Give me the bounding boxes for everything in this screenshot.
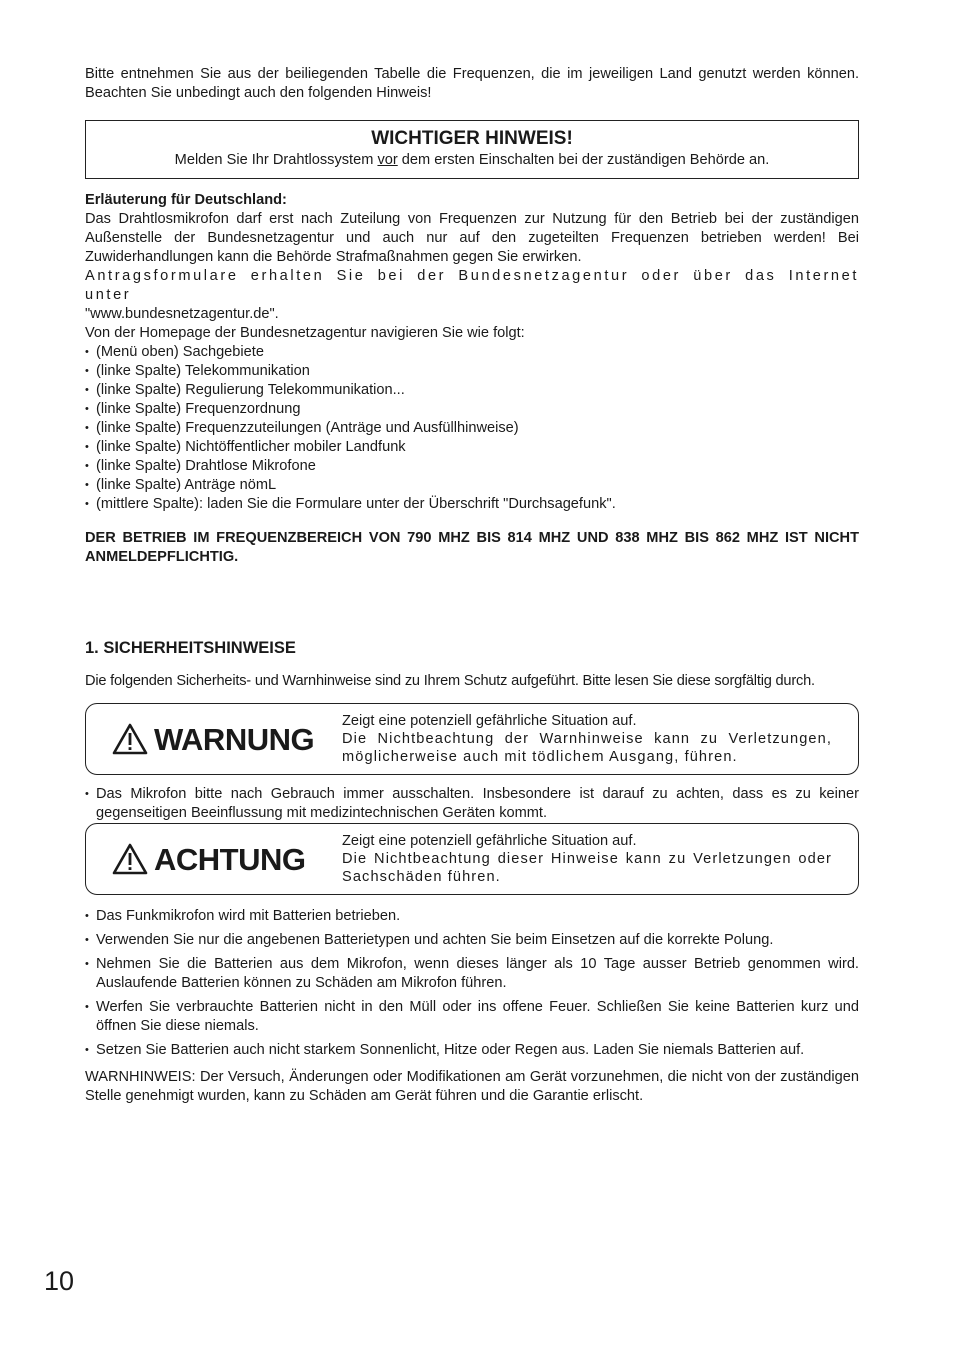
warning-triangle-icon (112, 723, 148, 755)
warnung-line-2: Die Nichtbeachtung der Warnhinweise kann zu Verletzungen, möglicherweise auch mit tödlichem Ausgang, führen. (342, 731, 832, 765)
achtung-bullet-list (85, 907, 859, 1060)
list-item: • (linke Spalte) Telekommunikation (85, 362, 859, 381)
page-number: 10 (44, 1266, 75, 1296)
list-item: • (linke Spalte) Regulierung Telekommunikation... (85, 381, 859, 400)
list-item: • (linke Spalte) Anträge nömL (85, 476, 859, 495)
germany-paragraph-2b: "www.bundesnetzagentur.de". (85, 306, 279, 322)
germany-paragraph-3: Von der Homepage der Bundesnetzagentur navigieren Sie wie folgt: (85, 325, 525, 341)
list-item: • (linke Spalte) Frequenzzuteilungen (Anträge und Ausfüllhinweise) (85, 419, 859, 438)
notice-text-emphasis: vor (377, 152, 398, 168)
warnung-label-text: WARNUNG (154, 721, 315, 757)
achtung-label-text: ACHTUNG (154, 841, 306, 877)
achtung-box (85, 823, 859, 895)
warnung-description (342, 712, 832, 766)
warnung-line-1: Zeigt eine potenziell gefährliche Situation auf. (342, 713, 637, 729)
achtung-description (342, 832, 832, 886)
achtung-line-1: Zeigt eine potenziell gefährliche Situation auf. (342, 833, 637, 849)
list-item: • (linke Spalte) Drahtlose Mikrofone (85, 457, 859, 476)
section-intro: Die folgenden Sicherheits- und Warnhinweise sind zu Ihrem Schutz aufgeführt. Bitte lesen Sie diese sorgfältig durch. (85, 673, 815, 689)
frequency-range-note: DER BETRIEB IM FREQUENZBEREICH VON 790 MHZ BIS 814 MHZ UND 838 MHZ BIS 862 MHZ IST NICHT ANMELDEPFLICHTIG. (85, 530, 859, 565)
germany-paragraph-1: Das Drahtlosmikrofon darf erst nach Zuteilung von Frequenzen zur Nutzung für den Betrieb bei der zuständigen Außenstelle der Bundesnetzagentur und auch nur auf den zugeteilten Frequenzen betrieben werden! Bei Zuwiderhandlungen kann die Behörde Strafmaßnahmen gegen Sie erwirken. (85, 211, 859, 265)
navigation-steps-list (85, 343, 859, 514)
list-item: • (linke Spalte) Frequenzordnung (85, 400, 859, 419)
list-item: • Das Funkmikrofon wird mit Batterien betrieben. (85, 907, 859, 926)
final-warning-text: WARNHINWEIS: Der Versuch, Änderungen oder Modifikationen am Gerät vorzunehmen, die nicht von der zuständigen Stelle genehmigt wurden, kann zu Schäden am Gerät führen und die Garantie erlischt. (85, 1069, 859, 1104)
list-item: • (linke Spalte) Nichtöffentlicher mobiler Landfunk (85, 438, 859, 457)
notice-title: WICHTIGER HINWEIS! (371, 128, 573, 149)
achtung-label (112, 824, 306, 894)
list-item: • Verwenden Sie nur die angebenen Batterietypen und achten Sie beim Einsetzen auf die korrekte Polung. (85, 931, 859, 950)
intro-text: Bitte entnehmen Sie aus der beiliegenden Tabelle die Frequenzen, die im jeweiligen Land genutzt werden können. Beachten Sie unbedingt auch den folgenden Hinweis! (85, 66, 859, 101)
section-title: 1. SICHERHEITSHINWEISE (85, 639, 296, 657)
warning-triangle-icon (112, 843, 148, 875)
germany-paragraph-2a: Antragsformulare erhalten Sie bei der Bundesnetzagentur oder über das Internet unter (85, 268, 859, 303)
list-item: • Werfen Sie verbrauchte Batterien nicht in den Müll oder ins offene Feuer. Schließen Sie keine Batterien kurz und öffnen Sie diese niemals. (85, 998, 859, 1036)
list-item: • Setzen Sie Batterien auch nicht starkem Sonnenlicht, Hitze oder Regen aus. Laden Sie niemals Batterien auf. (85, 1041, 859, 1060)
important-notice-box (85, 120, 859, 179)
warnung-bullet-list (85, 785, 859, 823)
list-item: • (Menü oben) Sachgebiete (85, 343, 859, 362)
achtung-line-2: Die Nichtbeachtung dieser Hinweise kann zu Verletzungen oder Sachschäden führen. (342, 851, 832, 885)
notice-text-after: dem ersten Einschalten bei der zuständigen Behörde an. (397, 152, 770, 168)
list-item: • Nehmen Sie die Batterien aus dem Mikrofon, wenn dieses länger als 10 Tage ausser Betrieb genommen wird. Auslaufende Batterien können zu Schäden am Mikrofon führen. (85, 955, 859, 993)
page-content (85, 65, 859, 1106)
list-item: • Das Mikrofon bitte nach Gebrauch immer ausschalten. Insbesondere ist darauf zu achten, dass es zu keiner gegenseitigen Beeinflussung mit medizintechnischen Geräten kommt. (85, 785, 859, 823)
notice-text-before: Melden Sie Ihr Drahtlossystem (174, 152, 378, 168)
warnung-label (112, 704, 314, 774)
list-item: • (mittlere Spalte): laden Sie die Formulare unter der Überschrift "Durchsagefunk". (85, 495, 859, 514)
germany-heading: Erläuterung für Deutschland: (85, 192, 287, 208)
notice-text (96, 151, 848, 170)
warnung-box (85, 703, 859, 775)
